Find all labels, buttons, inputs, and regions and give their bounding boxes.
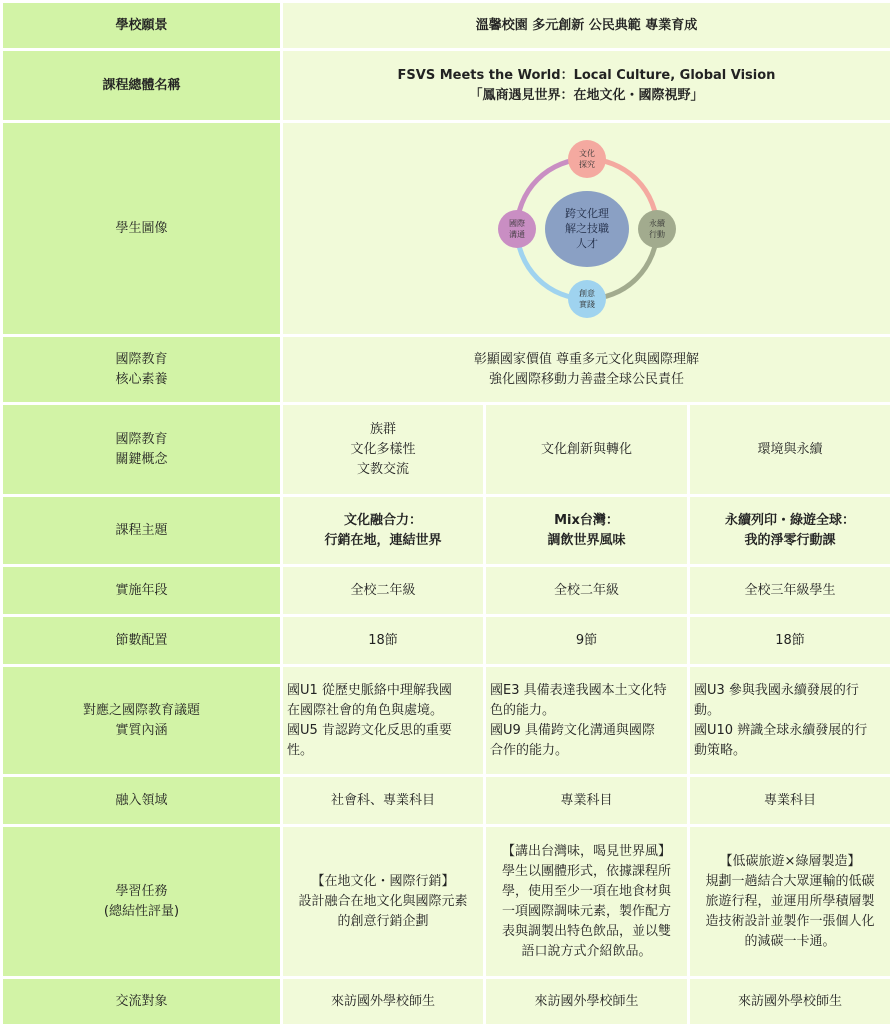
issues-col1-line4: 性。: [287, 741, 479, 761]
row-core: [2, 336, 890, 404]
theme-col3-line2: 我的淨零行動課: [690, 531, 890, 551]
issues-col1-line2: 在國際社會的角色與處境。: [287, 701, 479, 721]
row-domain: [2, 776, 890, 826]
diagram-node-right-line2: 行動: [649, 229, 665, 239]
label-task-line1: 學習任務: [3, 882, 280, 902]
label-exchange: 交流對象: [2, 978, 282, 1026]
label-core-line2: 核心素養: [3, 370, 280, 390]
issues-col3-line1: 國U3 參與我國永續發展的行: [694, 681, 886, 701]
domain-col1: 社會科、專業科目: [282, 776, 485, 826]
key-concept-1b: 文化多樣性: [283, 440, 483, 460]
theme-col3-line1: 永續列印・綠遊全球：: [690, 511, 890, 531]
issues-col3-line2: 動。: [694, 701, 886, 721]
issues-col3-line3: 國U10 辨識全球永續發展的行: [694, 721, 886, 741]
task-col2-line2: 學生以團體形式，依據課程所: [486, 862, 687, 882]
grade-col3: 全校三年級學生: [689, 566, 890, 616]
issues-col2-line1: 國E3 具備表達我國本土文化特: [490, 681, 683, 701]
label-course-name: 課程總體名稱: [2, 50, 282, 122]
key-concepts-col3: 環境與永續: [689, 404, 890, 496]
diagram-node-top: [568, 140, 606, 178]
label-core-line1: 國際教育: [3, 350, 280, 370]
task-col2: [485, 826, 689, 978]
theme-col1-line2: 行銷在地，連結世界: [283, 531, 483, 551]
row-grade: [2, 566, 890, 616]
issues-col2-line2: 色的能力。: [490, 701, 683, 721]
student-image-diagram-cell: [282, 122, 890, 336]
task-col3: [689, 826, 890, 978]
periods-col1: 18節: [282, 616, 485, 666]
row-key-concepts: [2, 404, 890, 496]
diagram-node-right: [638, 210, 676, 248]
row-issues: [2, 666, 890, 776]
issues-col1: [282, 666, 485, 776]
core-value: [282, 336, 890, 404]
label-key-concepts-line1: 國際教育: [3, 430, 280, 450]
issues-col2-line3: 國U9 具備跨文化溝通與國際: [490, 721, 683, 741]
student-image-diagram: [487, 139, 687, 319]
label-key-concepts: [2, 404, 282, 496]
label-core: [2, 336, 282, 404]
task-col2-line6: 語口說方式介紹飲品。: [486, 942, 687, 962]
task-col3-line4: 造技術設計並製作一張個人化: [690, 912, 890, 932]
grade-col1: 全校二年級: [282, 566, 485, 616]
task-col3-line3: 旅遊行程，並運用所學積層製: [690, 892, 890, 912]
diagram-node-left-line1: 國際: [509, 218, 525, 228]
key-concepts-col1: [282, 404, 485, 496]
label-issues: [2, 666, 282, 776]
row-exchange: [2, 978, 890, 1026]
course-name-english: FSVS Meets the World：Local Culture, Global Vision: [283, 66, 890, 86]
issues-col2-line4: 合作的能力。: [490, 741, 683, 761]
label-periods: 節數配置: [2, 616, 282, 666]
diagram-center-line2: 解之技職: [565, 221, 609, 235]
label-vision: 學校願景: [2, 2, 282, 50]
label-domain: 融入領域: [2, 776, 282, 826]
task-col3-line2: 規劃一趟結合大眾運輸的低碳: [690, 872, 890, 892]
task-col3-line1: 【低碳旅遊×綠層製造】: [690, 852, 890, 872]
task-col3-line5: 的減碳一卡通。: [690, 932, 890, 952]
diagram-node-right-line1: 永續: [649, 218, 666, 228]
periods-col2: 9節: [485, 616, 689, 666]
task-col1-line1: 【在地文化・國際行銷】: [283, 872, 483, 892]
task-col2-line5: 表與調製出特色飲品，並以雙: [486, 922, 687, 942]
issues-col2: [485, 666, 689, 776]
domain-col2: 專業科目: [485, 776, 689, 826]
core-line2: 強化國際移動力善盡全球公民責任: [283, 370, 890, 390]
row-theme: [2, 496, 890, 566]
task-col2-line3: 學，使用至少一項在地食材與: [486, 882, 687, 902]
diagram-center-line3: 人才: [576, 236, 598, 250]
diagram-center-line1: 跨文化理: [565, 206, 609, 220]
task-col2-line4: 一項國際調味元素，製作配方: [486, 902, 687, 922]
issues-col3-line4: 動策略。: [694, 741, 886, 761]
diagram-node-bottom-line1: 創意: [579, 288, 595, 298]
row-task: [2, 826, 890, 978]
label-theme: 課程主題: [2, 496, 282, 566]
row-course-name: [2, 50, 890, 122]
theme-col2: [485, 496, 689, 566]
label-task-line2: (總結性評量): [3, 902, 280, 922]
diagram-node-left: [498, 210, 536, 248]
label-issues-line1: 對應之國際教育議題: [3, 701, 280, 721]
theme-col3: [689, 496, 890, 566]
diagram-node-bottom-line2: 實踐: [579, 299, 595, 309]
course-name-chinese: 「鳳商遇見世界：在地文化・國際視野」: [283, 86, 890, 106]
label-student-image: 學生圖像: [2, 122, 282, 336]
course-name-value: [282, 50, 890, 122]
theme-col2-line2: 調飲世界風味: [486, 531, 687, 551]
row-vision: [2, 2, 890, 50]
issues-col1-line3: 國U5 肯認跨文化反思的重要: [287, 721, 479, 741]
diagram-node-top-line1: 文化: [579, 148, 595, 158]
key-concept-1a: 族群: [283, 420, 483, 440]
task-col1-line2: 設計融合在地文化與國際元素: [283, 892, 483, 912]
label-grade: 實施年段: [2, 566, 282, 616]
periods-col3: 18節: [689, 616, 890, 666]
diagram-node-left-line2: 溝通: [509, 229, 525, 239]
key-concept-1c: 文教交流: [283, 460, 483, 480]
label-issues-line2: 實質內涵: [3, 721, 280, 741]
diagram-node-bottom: [568, 280, 606, 318]
core-line1: 彰顯國家價值 尊重多元文化與國際理解: [283, 350, 890, 370]
key-concepts-col2: 文化創新與轉化: [485, 404, 689, 496]
task-col1: [282, 826, 485, 978]
vision-value: 溫馨校園 多元創新 公民典範 專業育成: [282, 2, 890, 50]
domain-col3: 專業科目: [689, 776, 890, 826]
label-task: [2, 826, 282, 978]
theme-col1: [282, 496, 485, 566]
grade-col2: 全校二年級: [485, 566, 689, 616]
diagram-node-top-line2: 探究: [579, 159, 595, 169]
theme-col2-line1: Mix台灣：: [486, 511, 687, 531]
issues-col1-line1: 國U1 從歷史脈絡中理解我國: [287, 681, 479, 701]
row-periods: [2, 616, 890, 666]
row-student-image: [2, 122, 890, 336]
task-col2-line1: 【講出台灣味，喝見世界風】: [486, 842, 687, 862]
exchange-col1: 來訪國外學校師生: [282, 978, 485, 1026]
issues-col3: [689, 666, 890, 776]
label-key-concepts-line2: 關鍵概念: [3, 450, 280, 470]
theme-col1-line1: 文化融合力：: [283, 511, 483, 531]
exchange-col2: 來訪國外學校師生: [485, 978, 689, 1026]
task-col1-line3: 的創意行銷企劃: [283, 912, 483, 932]
exchange-col3: 來訪國外學校師生: [689, 978, 890, 1026]
